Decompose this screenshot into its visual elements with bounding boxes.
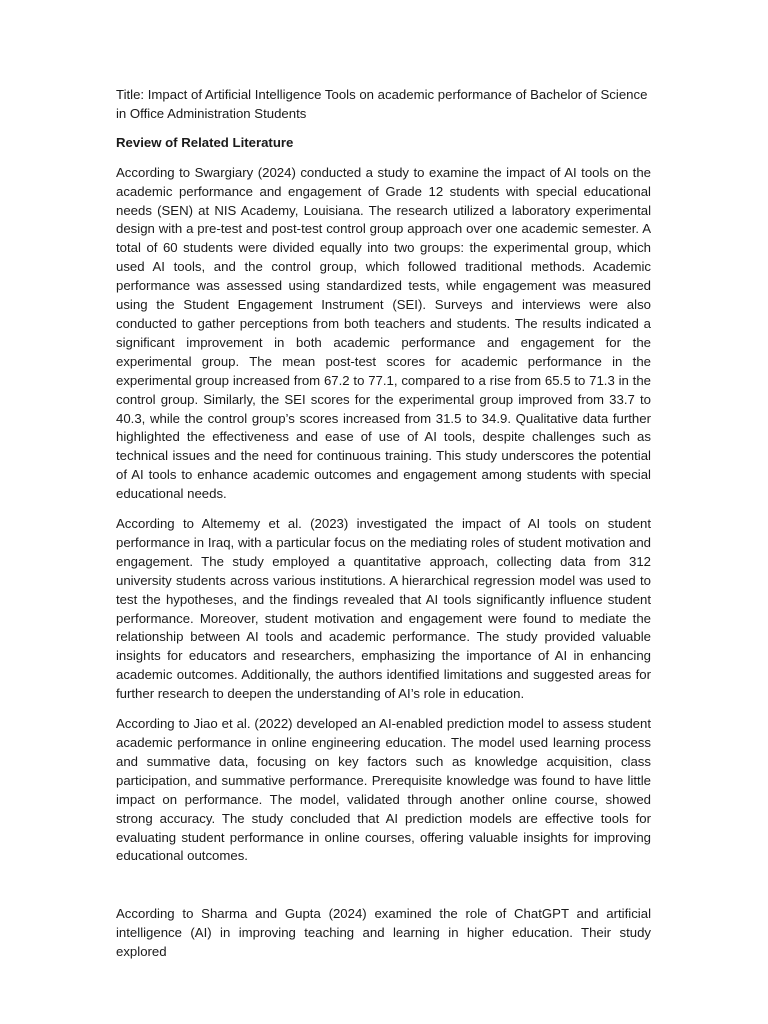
- paragraph-jiao: According to Jiao et al. (2022) developed an AI-enabled prediction model to assess student academic performance in online engineering education. The model used learning process and summative data, focusing on key factors such as knowledge acquisition, class participation, and summative performance. Prerequisite knowledge was found to have little impact on performance. The model, validated through another online course, showed strong accuracy. The study concluded that AI prediction models are effective tools for evaluating student performance in online courses, offering valuable insights for improving educational outcomes.: [116, 716, 651, 864]
- paragraph-altememy: According to Altememy et al. (2023) investigated the impact of AI tools on student performance in Iraq, with a particular focus on the mediating roles of student motivation and engagement. The study employed a quantitative approach, collecting data from 312 university students across various institutions. A hierarchical regression model was used to test the hypotheses, and the findings revealed that AI tools significantly influence student performance. Moreover, student motivation and engagement were found to mediate the relationship between AI tools and academic performance. The study provided valuable insights for educators and researchers, emphasizing the importance of AI in enhancing academic outcomes. Additionally, the authors identified limitations and suggested areas for further research to deepen the understanding of AI’s role in education.: [116, 516, 651, 702]
- paragraph-spacer: [116, 877, 651, 905]
- document-page: [116, 86, 651, 973]
- document-title: Title: Impact of Artificial Intelligence Tools on academic performance of Bachelor of Science in Office Administration Students: [116, 87, 648, 121]
- section-heading: Review of Related Literature: [116, 134, 294, 150]
- paragraph-sharma-gupta: According to Sharma and Gupta (2024) examined the role of ChatGPT and artificial intelligence (AI) in improving teaching and learning in higher education. Their study explored: [116, 906, 651, 960]
- paragraph-swargiary: According to Swargiary (2024) conducted a study to examine the impact of AI tools on the academic performance and engagement of Grade 12 students with special educational needs (SEN) at NIS Academy, Louisiana. The research utilized a laboratory experimental design with a pre-test and post-test control group approach over one academic semester. A total of 60 students were divided equally into two groups: the experimental group, which used AI tools, and the control group, which followed traditional methods. Academic performance was assessed using standardized tests, while engagement was measured using the Student Engagement Instrument (SEI). Surveys and interviews were also conducted to gather perceptions from both teachers and students. The results indicated a significant improvement in both academic performance and engagement for the experimental group. The mean post-test scores for academic performance in the experimental group increased from 67.2 to 77.1, compared to a rise from 65.5 to 71.3 in the control group. Similarly, the SEI scores for the experimental group improved from 33.7 to 40.3, while the control group’s scores increased from 31.5 to 34.9. Qualitative data further highlighted the effectiveness and ease of use of AI tools, despite challenges such as technical issues and the need for continuous training. This study underscores the potential of AI tools to enhance academic outcomes and engagement among students with special educational needs.: [116, 164, 651, 502]
